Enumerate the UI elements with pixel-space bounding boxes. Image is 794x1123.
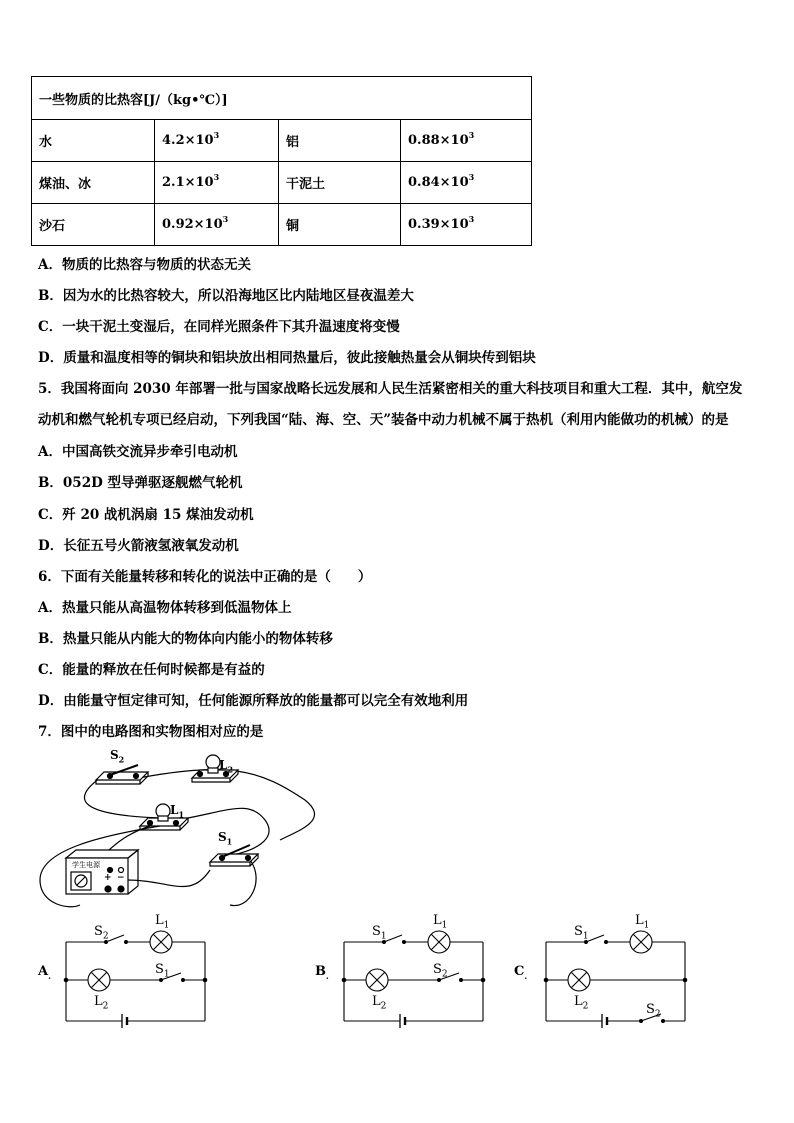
option-1-letter: $A_.$ — [38, 964, 58, 982]
table-caption: 一些物质的比热容[J/（kg•℃）] — [32, 77, 532, 120]
option-3-letter: $C_.$ — [514, 964, 534, 982]
q5-option-a: A．中国高铁交流异步牵引电动机 — [38, 444, 238, 460]
option-2-junction — [342, 978, 346, 982]
option-1-top-lamp-label: $L_1$ — [155, 913, 170, 931]
value-cell: $0.39\times 10^3$ — [401, 204, 532, 246]
q5-option-d: D．长征五号火箭液氢液氧发动机 — [38, 538, 239, 554]
q6-option-a: A．热量只能从高温物体转移到低温物体上 — [38, 600, 292, 616]
option-3-bottom-switch-label: $S_2$ — [646, 1002, 661, 1020]
material-cell: 干泥土 — [279, 162, 401, 204]
option-1-junction — [203, 978, 207, 982]
q4-option-b: B．因为水的比热容较大，所以沿海地区比内陆地区昼夜温差大 — [38, 288, 414, 304]
plus-label: + — [104, 873, 112, 883]
q4-option-c: C．一块干泥土变湿后，在同样光照条件下其升温速度将变慢 — [38, 319, 400, 335]
option-3-junction — [544, 978, 548, 982]
option-1-mid-lamp-label: $L_2$ — [94, 994, 109, 1012]
material-cell: 水 — [32, 120, 155, 162]
option-1-junction — [64, 978, 68, 982]
value-cell: $4.2\times 10^3$ — [155, 120, 279, 162]
option-3-junction — [683, 978, 687, 982]
q7-stem: 7．图中的电路图和实物图相对应的是 — [38, 724, 264, 740]
minus-label: − — [117, 873, 125, 883]
value-cell: $0.84\times 10^3$ — [401, 162, 532, 204]
option-2-mid-switch-label: $S_2$ — [433, 962, 448, 980]
value-cell: $2.1\times 10^3$ — [155, 162, 279, 204]
label-s2: $S_2$ — [110, 748, 125, 765]
dot-separator: • — [191, 92, 200, 108]
option-3-top-lamp-label: $L_1$ — [635, 913, 650, 931]
q6-stem: 6．下面有关能量转移和转化的说法中正确的是（ ） — [38, 569, 372, 585]
q5-stem-line2: 动机和燃气轮机专项已经启动，下列我国“陆、海、空、天”装备中动力机械不属于热机（利用内能做功的机械）的是 — [38, 412, 729, 428]
value-cell: $0.88\times 10^3$ — [401, 120, 532, 162]
q4-option-d: D．质量和温度相等的铜块和铝块放出相同热量后，彼此接触热量会从铜块传到铝块 — [38, 350, 536, 366]
option-1-mid-switch-label: $S_1$ — [155, 962, 170, 980]
option-2-top-switch — [384, 935, 402, 942]
q6-option-c: C．能量的释放在任何时候都是有益的 — [38, 662, 265, 678]
option-1-top-switch — [106, 935, 124, 942]
option-3-top-switch — [586, 935, 604, 942]
label-l2: $L_2$ — [219, 758, 234, 775]
value-cell: $0.92\times 10^3$ — [155, 204, 279, 246]
option-2-letter: $B_.$ — [315, 964, 336, 982]
q4-option-a: A．物质的比热容与物质的状态无关 — [38, 257, 251, 273]
q6-option-b: B．热量只能从内能大的物体向内能小的物体转移 — [38, 631, 333, 647]
material-cell: 沙石 — [32, 204, 155, 246]
option-3-mid-lamp-label: $L_2$ — [574, 994, 589, 1012]
power-supply-label: 学生电源 — [72, 861, 100, 869]
q6-option-d: D．由能量守恒定律可知，任何能源所释放的能量都可以完全有效地利用 — [38, 693, 469, 709]
option-2-junction — [481, 978, 485, 982]
material-cell: 铜 — [279, 204, 401, 246]
option-3-top-switch-label: $S_1$ — [574, 924, 589, 942]
option-2-top-lamp-label: $L_1$ — [433, 913, 448, 931]
label-l1: $L_1$ — [170, 803, 185, 820]
q5-option-b: B．052D 型导弹驱逐舰燃气轮机 — [38, 475, 243, 491]
label-s1: $S_1$ — [218, 830, 233, 847]
material-cell: 铝 — [279, 120, 401, 162]
material-cell: 煤油、冰 — [32, 162, 155, 204]
option-2-top-switch-label: $S_1$ — [372, 924, 387, 942]
q5-option-c: C．歼 20 战机涡扇 15 煤油发动机 — [38, 507, 254, 523]
option-2-mid-lamp-label: $L_2$ — [372, 994, 387, 1012]
q5-stem-line1: 5．我国将面向 2030 年部署一批与国家战略长远发展和人民生活紧密相关的重大科技项目和重大工程．其中，航空发 — [38, 381, 743, 397]
option-1-top-switch-label: $S_2$ — [94, 924, 109, 942]
